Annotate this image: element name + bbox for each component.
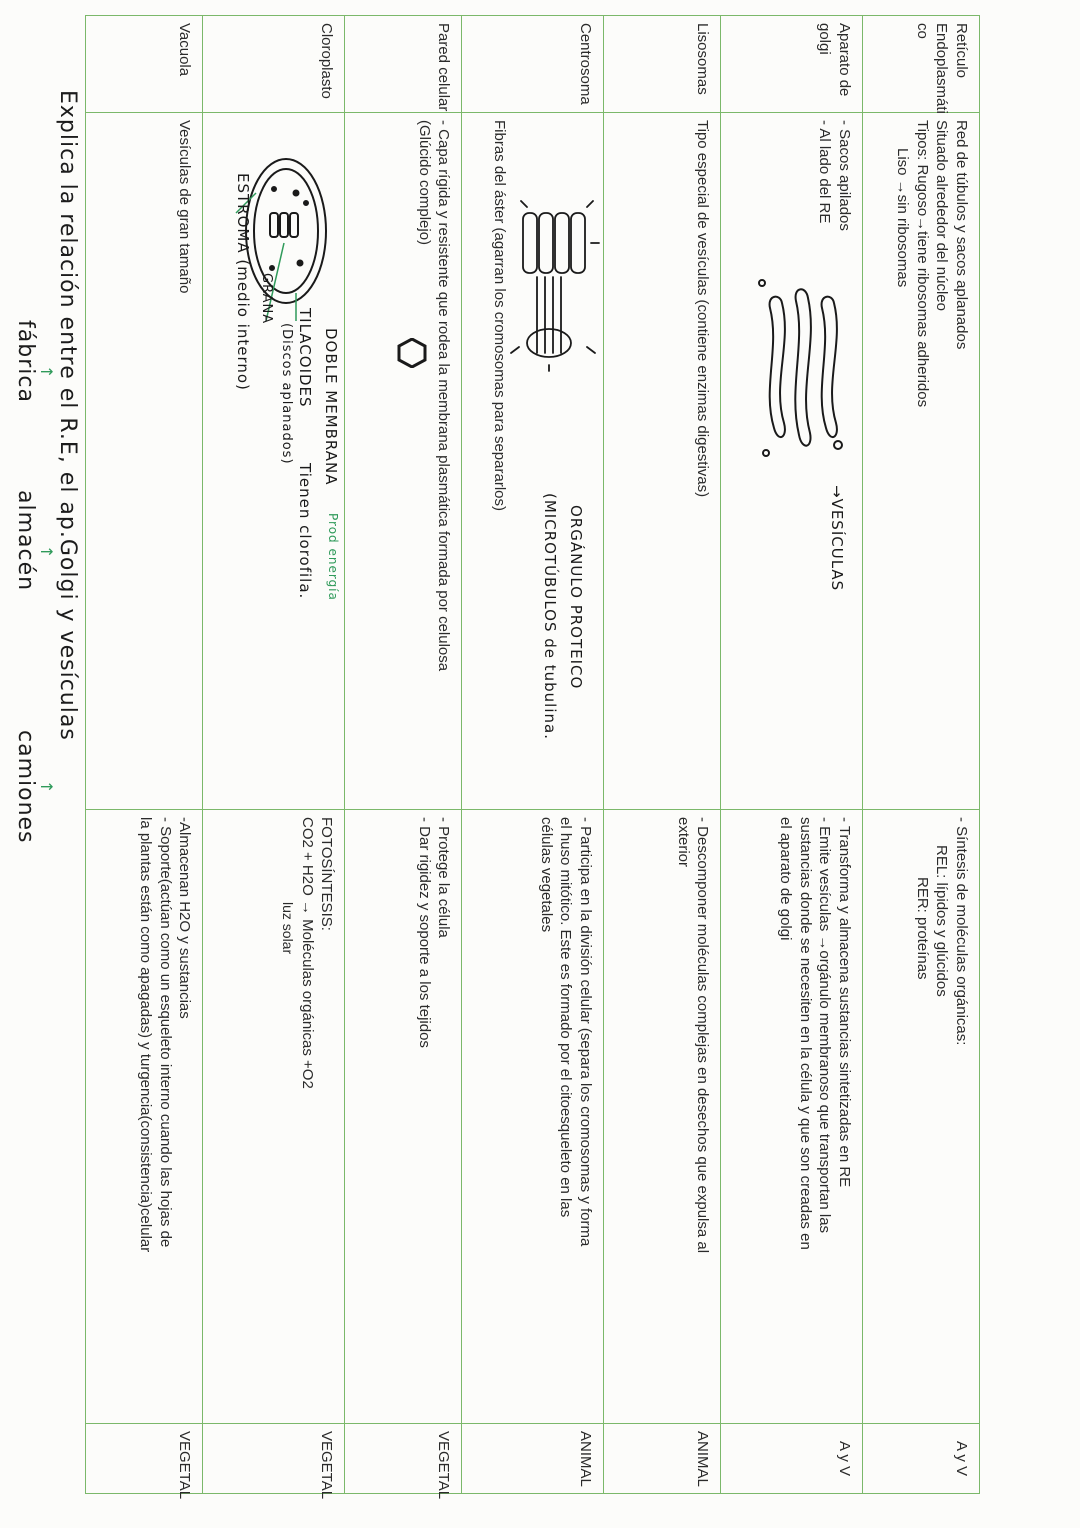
function-text: - Soporte(actúan como un esqueleto interno cuando las hojas de (156, 817, 174, 1248)
function-text: sustancias donde se necesiten en la célula y que son creadas en (796, 817, 814, 1250)
structure-text: Situado alrededor del núcleo (933, 120, 951, 311)
table-row-cloroplasto (203, 16, 345, 1494)
cell-type-cell (203, 1424, 345, 1500)
function-text: exterior (674, 817, 692, 868)
function-text: - Descomponer moléculas complejas en desechos que expulsa al (694, 817, 712, 1254)
cell-type-label: VEGETAL (318, 1431, 336, 1500)
function-text: REL: lípidos y glúcidos (933, 845, 951, 997)
cell-type-cell (862, 1424, 979, 1494)
structure-text: Fibras del áster (agarran los cromosomas para separarlos) (490, 120, 508, 511)
organelles-table (85, 15, 980, 1500)
structure-cell (603, 113, 720, 810)
cell-type-label: VEGETAL (176, 1431, 194, 1500)
function-cell (462, 810, 604, 1424)
organelle-name: Endoplasmáti (933, 23, 951, 114)
table-row-reticulo (862, 16, 979, 1494)
structure-text: - Sacos apilados (835, 120, 853, 231)
function-cell (862, 810, 979, 1424)
table-row-pared-celular (345, 16, 462, 1494)
structure-cell (86, 113, 203, 810)
cell-type-cell (721, 1424, 863, 1494)
function-text: - Transforma y almacena sustancias sintetizadas en RE (835, 817, 853, 1188)
discos-aplanados-annotation: (Discos aplanados) (279, 323, 295, 465)
function-text: - Protege la célula (435, 817, 453, 938)
organelle-name: Cloroplasto (318, 23, 336, 99)
cell-type-label: ANIMAL (694, 1431, 712, 1487)
table-row-vacuola (86, 16, 203, 1494)
structure-cell (345, 113, 462, 810)
function-text: RER: proteínas (914, 877, 931, 980)
structure-text: - Capa rígida y resistente que rodea la membrana plasmática formada por celulosa (435, 120, 453, 672)
grana-annotation: GRANA (259, 273, 275, 325)
organelle-name-cell (462, 16, 604, 113)
function-text: el huso mitótico. Este es formado por el citoesqueleto en las (557, 817, 575, 1218)
table-row-lisosomas (603, 16, 720, 1494)
organelle-name-cell (862, 16, 979, 113)
function-text: - Emite vesículas →orgánulo membranoso que transportan las (816, 817, 834, 1234)
organelle-name: Vacuola (176, 23, 194, 77)
structure-cell (721, 113, 863, 810)
structure-text: Tipos: Rugoso→tiene ribosomas adheridos (914, 120, 931, 408)
cell-type-label: A y V (953, 1440, 970, 1477)
organelle-name: Centrosoma (576, 23, 594, 105)
organelle-name: Lisosomas (694, 23, 712, 95)
handwritten-question (0, 90, 80, 1390)
function-text: la plantas están como apagadas) y turgencia(consistencia)celular (137, 817, 155, 1253)
structure-text: - Al lado del RE (816, 120, 834, 224)
cell-type-label: VEGETAL (435, 1431, 453, 1500)
function-cell (603, 810, 720, 1424)
analogy-word: fábrica (13, 320, 38, 403)
function-text: luz solar (280, 902, 297, 955)
cell-type-cell (86, 1424, 203, 1500)
organelle-name: Retículo (953, 23, 970, 79)
function-text: el aparato de golgi (777, 817, 795, 941)
cell-type-label: ANIMAL (576, 1431, 594, 1487)
organelle-name: Aparato de (835, 23, 853, 97)
centriole-sketch-icon (509, 193, 601, 373)
arrow-up-icon: ↑ (37, 545, 56, 560)
arrow-up-icon: ↑ (37, 780, 56, 795)
hexagon-glucose-icon (397, 338, 427, 368)
structure-text: (Glúcido complejo) (415, 120, 433, 246)
table-row-centrosoma (462, 16, 604, 1494)
organelle-name: golgi (816, 23, 834, 55)
organelle-name-cell (721, 16, 863, 113)
function-text: - Participa en la división celular (separa los cromosomas y forma (576, 817, 594, 1247)
doble-membrana-annotation: DOBLE MEMBRANA (322, 328, 341, 486)
question-text: Explica la relación entre el R.E, el ap.Golgi y vesículas (55, 90, 80, 741)
function-cell (721, 810, 863, 1424)
cell-type-cell (345, 1424, 462, 1500)
vesiculas-annotation: →VESÍCULAS (827, 485, 846, 592)
function-text: FOTOSÍNTESIS: (318, 817, 336, 931)
structure-text: Red de túbulos y sacos aplanados (953, 120, 970, 350)
organelle-name-cell (603, 16, 720, 113)
function-text: CO2 + H2O → Moléculas orgánicas +O2 (298, 817, 316, 1089)
cell-type-cell (462, 1424, 604, 1494)
organelle-name-cell (203, 16, 345, 113)
estroma-annotation: ESTROMA (medio interno) (234, 173, 253, 391)
analogy-word: almacén (13, 490, 38, 592)
structure-text: Tipo especial de vesículas (contiene enzimas digestivas) (694, 120, 712, 498)
tilacoides-annotation: TILACOIDES (296, 308, 315, 408)
function-text: - Dar rigidez y soporte a los tejidos (415, 817, 433, 1048)
cell-type-label: A y V (835, 1440, 853, 1477)
structure-text: Vesículas de gran tamaño (176, 120, 194, 294)
prod-energia-annotation: Prod energía (326, 513, 341, 601)
structure-cell (862, 113, 979, 810)
function-cell (203, 810, 345, 1424)
structure-cell (203, 113, 345, 810)
function-cell (86, 810, 203, 1424)
analogy-word: camiones (13, 730, 38, 844)
organelle-name: co (914, 23, 931, 39)
function-cell (345, 810, 462, 1424)
organelle-name-cell (345, 16, 462, 113)
arrow-up-icon: ↑ (37, 365, 56, 380)
structure-cell (462, 113, 604, 810)
organelle-name-cell (86, 16, 203, 113)
function-text: -Almacenan H2O y sustancias (176, 817, 194, 1019)
function-text: - Síntesis de moléculas orgánicas: (953, 817, 970, 1046)
microtubulos-annotation: (MICROTÚBULOS de tubulina. (540, 493, 559, 740)
organulo-proteico-annotation: ORGÁNULO PROTEICO (566, 505, 585, 690)
tienen-clorofila-annotation: Tienen clorofila. (296, 463, 315, 600)
cell-type-cell (603, 1424, 720, 1494)
table-row-golgi (721, 16, 863, 1494)
function-text: células vegetales (537, 817, 555, 933)
golgi-sketch-icon (749, 273, 854, 473)
structure-text: Liso →sin ribosomas (894, 148, 912, 288)
organelle-name: Pared celular (435, 23, 453, 112)
